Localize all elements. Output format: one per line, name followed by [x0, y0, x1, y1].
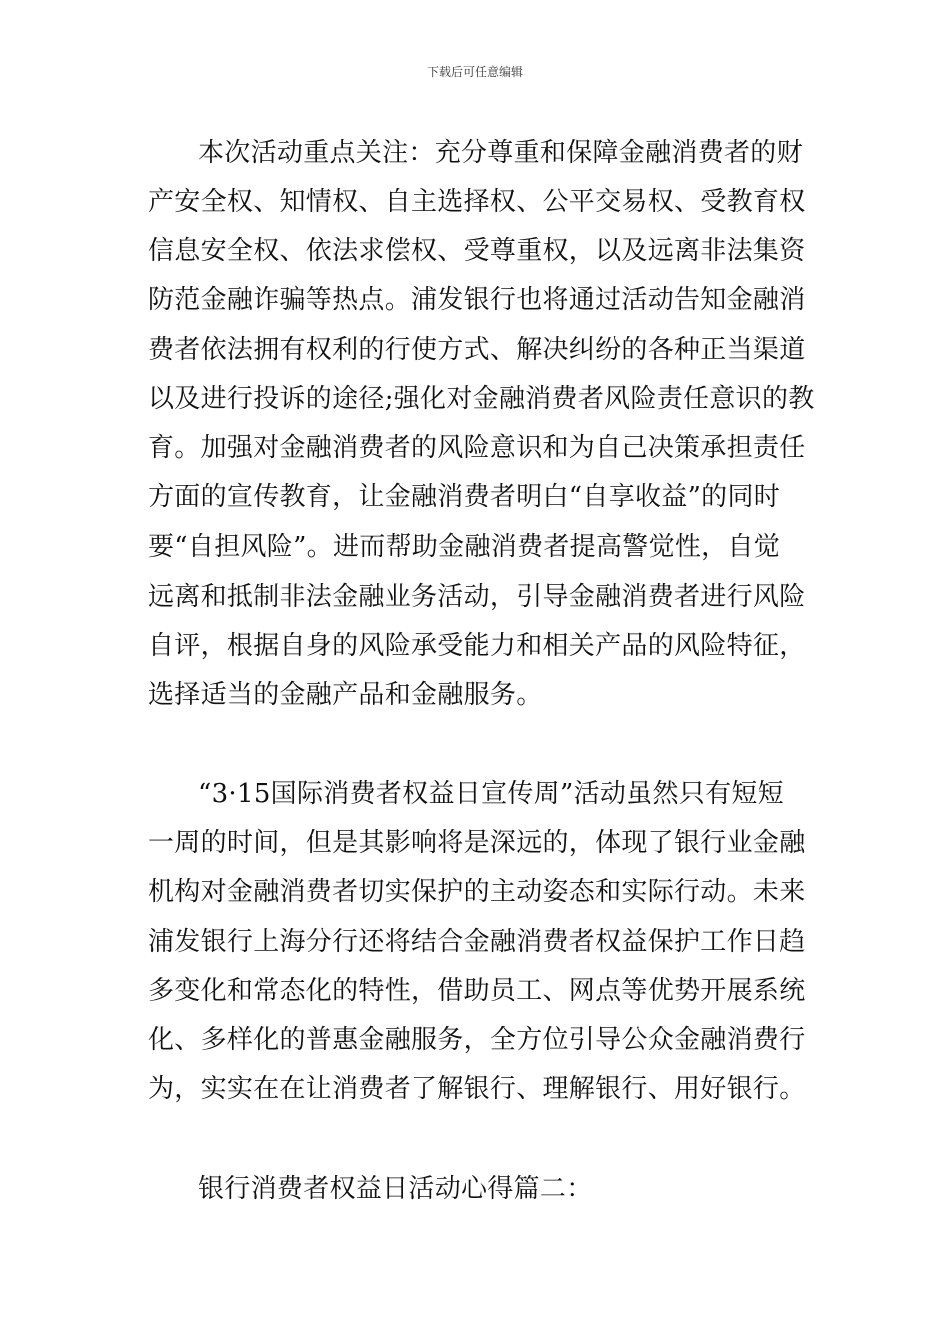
paragraph-2-line-7: 为，实实在在让消费者了解银行、理解银行、用好银行。	[148, 1074, 806, 1104]
paragraph-1-line-12: 选择适当的金融产品和金融服务。	[148, 680, 543, 710]
paragraph-2-line-6: 化、多样化的普惠金融服务，全方位引导公众金融消费行	[148, 1025, 806, 1055]
paragraph-1-line-2: 产安全权、知情权、自主选择权、公平交易权、受教育权	[148, 187, 806, 217]
paragraph-1-line-5: 费者依法拥有权利的行使方式、解决纠纷的各种正当渠道	[148, 335, 806, 365]
paragraph-1-line-1: 本次活动重点关注：充分尊重和保障金融消费者的财	[198, 138, 803, 168]
paragraph-1-line-11: 自评，根据自身的风险承受能力和相关产品的风险特征，	[148, 631, 806, 661]
paragraph-2-line-1: “3·15国际消费者权益日宣传周”活动虽然只有短短	[198, 779, 784, 809]
paragraph-2-line-2: 一周的时间，但是其影响将是深远的，体现了银行业金融	[148, 828, 806, 858]
paragraph-1-line-8: 方面的宣传教育，让金融消费者明白“自享收益”的同时	[148, 482, 781, 512]
paragraph-1-line-6: 以及进行投诉的途径;强化对金融消费者风险责任意识的教	[148, 384, 815, 414]
paragraph-2-line-3: 机构对金融消费者切实保护的主动姿态和实际行动。未来	[148, 877, 806, 907]
paragraph-1-line-3: 信息安全权、依法求偿权、受尊重权，以及远离非法集资	[148, 236, 806, 266]
paragraph-1-line-10: 远离和抵制非法金融业务活动，引导金融消费者进行风险	[148, 582, 806, 612]
paragraph-1-line-9: 要“自担风险”。进而帮助金融消费者提高警觉性，自觉	[148, 532, 781, 562]
paragraph-2-line-4: 浦发银行上海分行还将结合金融消费者权益保护工作日趋	[148, 927, 806, 957]
page-header-note: 下载后可任意编辑	[426, 65, 523, 79]
paragraph-2-line-5: 多变化和常态化的特性，借助员工、网点等优势开展系统	[148, 976, 806, 1006]
section-heading: 银行消费者权益日活动心得篇二：	[198, 1174, 593, 1204]
paragraph-1-line-7: 育。加强对金融消费者的风险意识和为自己决策承担责任	[148, 433, 806, 463]
paragraph-1-line-4: 防范金融诈骗等热点。浦发银行也将通过活动告知金融消	[148, 285, 806, 315]
